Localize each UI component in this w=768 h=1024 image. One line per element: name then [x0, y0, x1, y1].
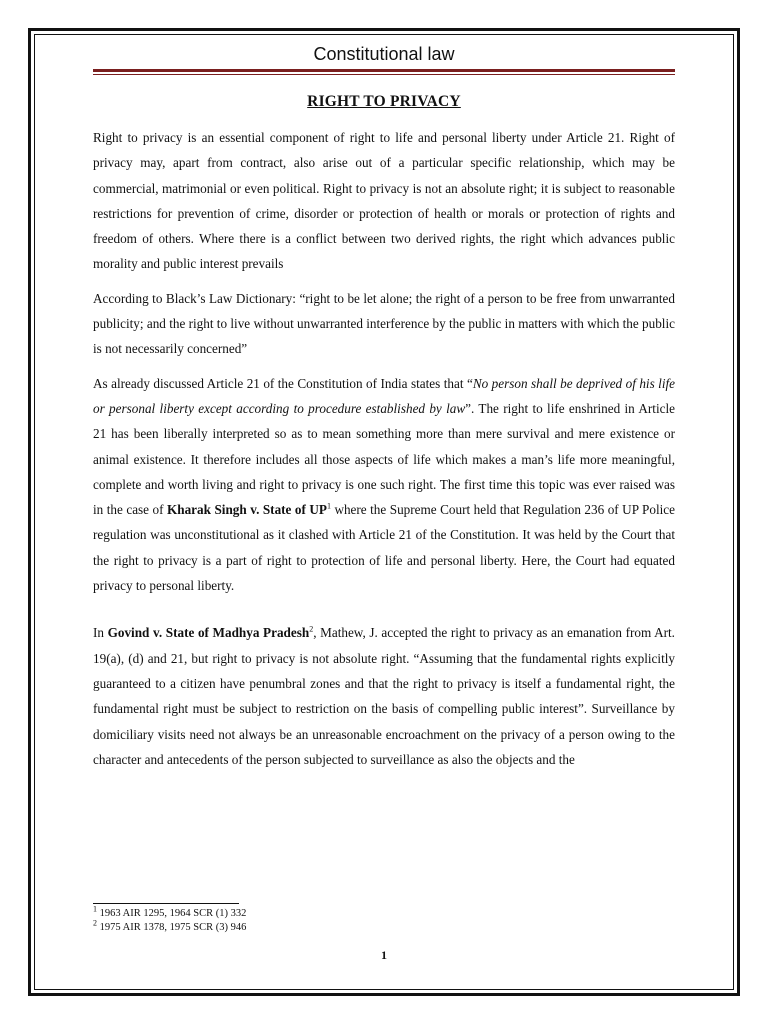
- paragraph-3-intro: As already discussed Article 21 of the Constitution of India states that “: [93, 375, 473, 391]
- footnote-1-marker: 1: [93, 904, 97, 914]
- section-heading: RIGHT TO PRIVACY: [307, 93, 461, 110]
- footnote-1-text: 1963 AIR 1295, 1964 SCR (1) 332: [97, 908, 247, 919]
- footnote-separator: [93, 903, 239, 904]
- paragraph-4-intro: In: [93, 625, 108, 641]
- case-name-govind: Govind v. State of Madhya Pradesh: [107, 625, 310, 641]
- header-rule: [93, 69, 675, 75]
- page-body: [93, 42, 675, 781]
- paragraph-3-rest: where the Supreme Court held that Regulation 236 of UP Police regulation was unconstitutional as it clashed with Article 21 of the Constitution. It was held by the Court that the right to privacy is a part of right to protection of life and personal liberty. Here, the Court had equated privacy to personal liberty.: [93, 502, 675, 594]
- paragraph-4: [93, 620, 675, 772]
- running-header-title: Constitutional law: [313, 44, 455, 64]
- article-21-quote: No person shall be deprived of his life or personal liberty except according to procedure established by law: [93, 375, 676, 416]
- footnote-ref-1: 1: [326, 501, 331, 511]
- paragraph-1: Right to privacy is an essential component of right to life and personal liberty under Article 21. Right of privacy may, apart from contract, also arise out of a particular specific relationship, which may be commercial, matrimonial or even political. Right to privacy is not an absolute right; it is subject to reasonable restrictions for prevention of crime, disorder or protection of health or morals or protection of rights and freedom of others. Where there is a conflict between two derived rights, the right which advances public morality and public interest prevails: [93, 130, 675, 272]
- footnote-2: [93, 918, 247, 935]
- page-number: 1: [381, 948, 387, 962]
- footnotes: [93, 904, 247, 935]
- paragraph-3-body: ”. The right to life enshrined in Article 21 has been liberally interpreted so as to mean something more than mere survival and mere existence or animal existence. It therefore includes all those aspects of life which makes a man’s life more meaningful, complete and worth living and right to privacy is one such right. The first time this topic was ever raised was in the case of: [93, 400, 675, 518]
- case-name-kharak-singh: Kharak Singh v. State of UP: [167, 502, 327, 518]
- paragraph-2: According to Black’s Law Dictionary: “right to be let alone; the right of a person to be free from unwarranted publicity; and the right to live without unwarranted interference by the public in matters with which the public is not necessarily concerned”: [93, 290, 675, 357]
- footnote-ref-2: 2: [309, 624, 314, 634]
- footnote-2-text: 1975 AIR 1378, 1975 SCR (3) 946: [97, 922, 247, 933]
- paragraph-3: [93, 371, 675, 599]
- footnote-1: [93, 904, 247, 921]
- footnote-2-marker: 2: [93, 918, 97, 928]
- paragraph-4-rest: , Mathew, J. accepted the right to privacy as an emanation from Art. 19(a), (d) and 21, but right to privacy is not absolute right. “Assuming that the fundamental rights explicitly guaranteed to a citizen have penumbral zones and that the right to privacy is itself a fundamental right, the fundamental right must be subject to restriction on the basis of compelling public interest”. Surveillance by domiciliary visits need not always be an unreasonable encroachment on the privacy of a person owing to the character and antecedents of the person subjected to surveillance as also the objects and the: [93, 625, 675, 767]
